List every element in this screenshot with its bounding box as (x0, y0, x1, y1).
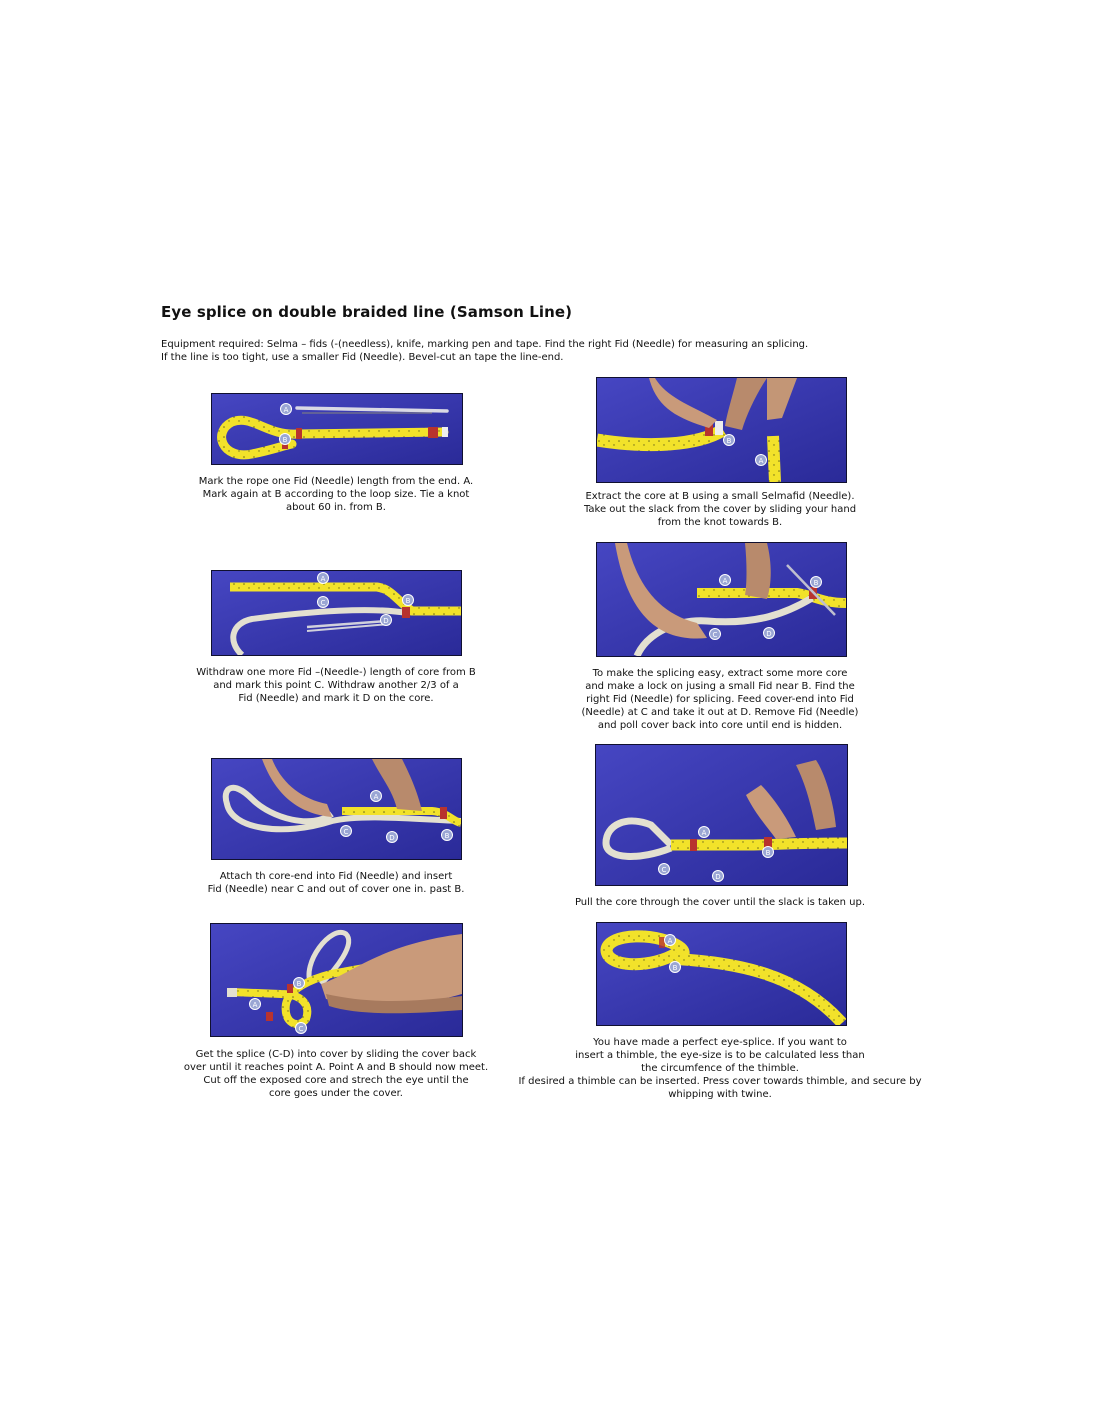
step-8-caption: You have made a perfect eye-splice. If you want to insert a thimble, the eye-size is to be calculated less than the circumfence of the thimble. If desired a thimble can be inserted. Press cover towards thimble, and secure by whipping with twine. (518, 1037, 922, 1100)
marker-b (811, 577, 822, 588)
step-1-caption: Mark the rope one Fid (Needle) length from the end. A. Mark again at B according to the loop size. Tie a knot about 60 in. from B. (198, 476, 474, 513)
marker-b (294, 978, 305, 989)
svg-text:B: B (405, 597, 411, 605)
svg-text:A: A (283, 406, 289, 414)
step-7-caption: Get the splice (C-D) into cover by sliding the cover back over until it reaches point A. Point A and B should now meet. Cut off the exposed core and strech the eye until the core goes under the cover. (183, 1049, 489, 1099)
svg-text:A: A (722, 577, 728, 585)
marker-a (720, 575, 731, 586)
marker-b (442, 830, 453, 841)
svg-text:A: A (701, 829, 707, 837)
svg-text:B: B (813, 579, 819, 587)
marker-c (710, 629, 721, 640)
step-7-photo (210, 923, 463, 1037)
intro-text (161, 338, 921, 364)
svg-text:C: C (712, 631, 718, 639)
step-3-photo (211, 570, 462, 656)
marker-a (371, 791, 382, 802)
marker-a (318, 573, 329, 584)
marker-c (318, 597, 329, 608)
marker-d (764, 628, 775, 639)
svg-text:A: A (758, 457, 764, 465)
marker-a (250, 999, 261, 1010)
marker-d (381, 615, 392, 626)
marker-c (341, 826, 352, 837)
svg-text:B: B (296, 980, 302, 988)
marker-d (713, 871, 724, 882)
marker-d (387, 832, 398, 843)
svg-text:C: C (320, 599, 326, 607)
svg-text:A: A (320, 575, 326, 583)
marker-a (699, 827, 710, 838)
step-4-photo (596, 542, 847, 657)
step-2-photo (596, 377, 847, 483)
step-8-photo (596, 922, 847, 1026)
step-6-photo (595, 744, 848, 886)
marker-c (296, 1023, 307, 1034)
svg-text:B: B (726, 437, 732, 445)
marker-a (281, 404, 292, 415)
step-3-caption: Withdraw one more Fid –(Needle-) length of core from B and mark this point C. Withdraw another 2/3 of a Fid (Needle) and mark it D on the core. (196, 667, 476, 704)
marker-b (724, 435, 735, 446)
step-1-photo (211, 393, 463, 465)
marker-b (763, 847, 774, 858)
marker-c (659, 864, 670, 875)
intro-line-1: Equipment required: Selma – fids (-(needless), knife, marking pen and tape. Find the right Fid (Needle) for measuring an splicing. (161, 339, 809, 350)
svg-text:A: A (667, 937, 673, 945)
step-4-caption: To make the splicing easy, extract some more core and make a lock on jusing a small Fid near B. Find the right Fid (Needle) for splicing. Feed cover-end into Fid (Needle) at C and take it out at D. Remove Fid (Needle) and poll cover back into core until end is hidden. (581, 668, 859, 731)
svg-text:B: B (282, 436, 288, 444)
svg-text:C: C (661, 866, 667, 874)
svg-text:C: C (298, 1025, 304, 1033)
marker-a (756, 455, 767, 466)
step-6-caption: Pull the core through the cover until the slack is taken up. (574, 897, 866, 908)
marker-b (670, 962, 681, 973)
svg-text:D: D (383, 617, 389, 625)
svg-text:B: B (765, 849, 771, 857)
svg-text:B: B (672, 964, 678, 972)
step-5-photo (211, 758, 462, 860)
svg-text:A: A (373, 793, 379, 801)
svg-text:D: D (766, 630, 772, 638)
svg-text:C: C (343, 828, 349, 836)
page-title: Eye splice on double braided line (Samson Line) (161, 303, 573, 321)
svg-text:B: B (444, 832, 450, 840)
intro-line-2: If the line is too tight, use a smaller Fid (Needle). Bevel-cut an tape the line-end. (161, 352, 564, 363)
svg-text:D: D (389, 834, 395, 842)
svg-text:D: D (715, 873, 721, 881)
step-5-caption: Attach th core-end into Fid (Needle) and insert Fid (Needle) near C and out of cover one in. past B. (207, 871, 465, 895)
marker-b (280, 434, 291, 445)
marker-b (403, 595, 414, 606)
svg-text:A: A (252, 1001, 258, 1009)
marker-a (665, 935, 676, 946)
step-2-caption: Extract the core at B using a small Selmafid (Needle). Take out the slack from the cover by sliding your hand from the knot towards B. (583, 491, 857, 528)
